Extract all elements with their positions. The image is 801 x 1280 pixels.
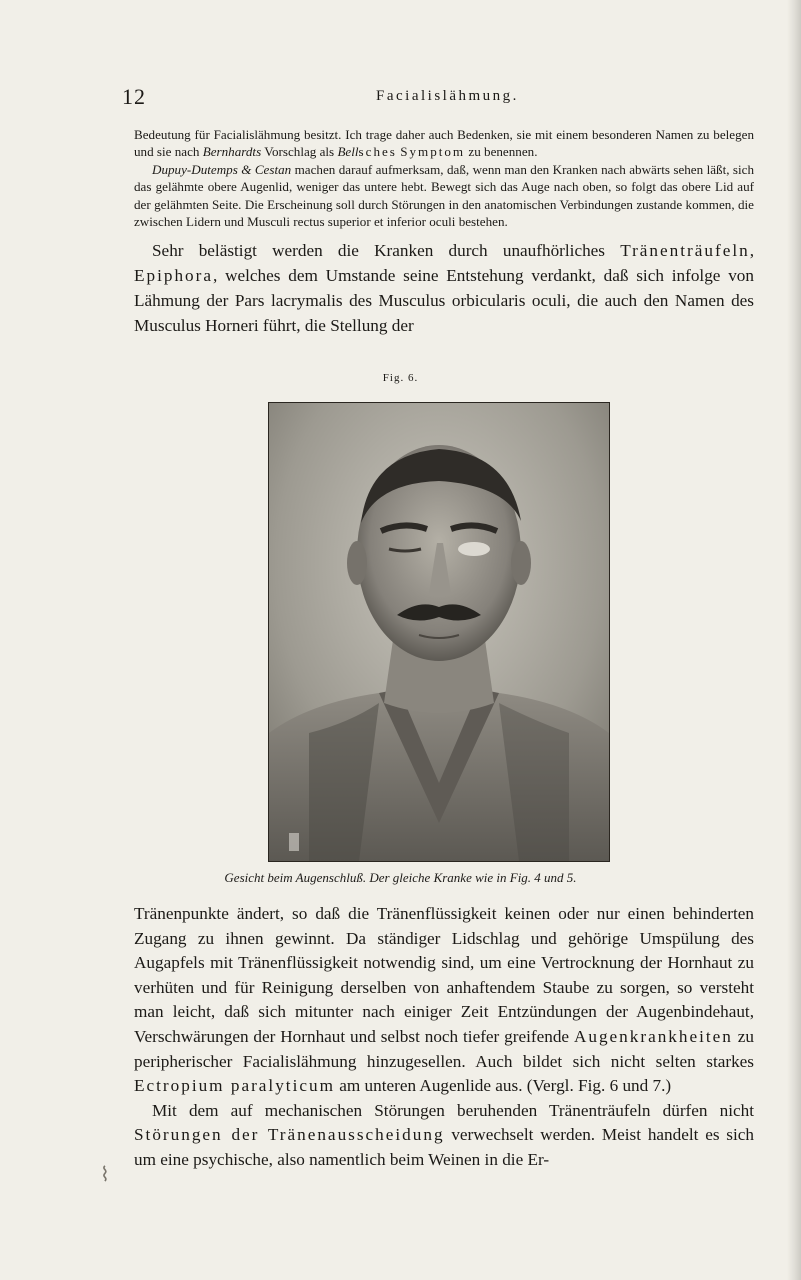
patient-portrait-image: [269, 403, 609, 861]
main-paragraph: [134, 238, 754, 338]
page-number: 12: [122, 84, 146, 109]
lower-text-section: [134, 902, 754, 1173]
body-paragraph-continuation: [134, 902, 754, 1099]
margin-pencil-mark: ⌇: [100, 1164, 110, 1186]
text-run: am unteren Augenlide aus. (Vergl. Fig. 6 und 7.): [334, 1076, 672, 1096]
author-name: Bernhardts: [202, 144, 262, 160]
bell-name: Bell: [337, 144, 359, 160]
figure-photograph: [268, 402, 610, 862]
body-paragraph: [134, 238, 754, 338]
figure-caption: Gesicht beim Augenschluß. Der gleiche Kranke wie in Fig. 4 und 5.: [224, 870, 577, 885]
text-run: , welches dem Umstande seine Entstehung verdankt, daß sich infolge von Lähmung der Pars lacrymalis des Musculus orbicularis oculi, die auch den Namen des Musculus Horneri führt, die Stellung der: [134, 266, 754, 335]
author-names: Dupuy-Dutemps & Cestan: [152, 161, 292, 177]
term-stoerungen: Störungen der Tränenausscheidung: [134, 1125, 445, 1145]
small-paragraph-2: [134, 161, 754, 231]
text-run: zu benennen.: [465, 144, 538, 160]
text-run: ,: [749, 241, 754, 260]
text-run: Sehr belästigt werden die Kranken durch unaufhörliches: [152, 241, 621, 260]
text-run: verwechselt werden. Meist handelt es sich um eine psychische, also namentlich beim Weinen in die Er-: [134, 1125, 754, 1169]
text-run: Mit dem auf mechanischen Störungen beruhenden Tränenträufeln dürfen nicht: [152, 1100, 754, 1120]
text-run: sches: [358, 144, 397, 160]
text-run: machen darauf aufmerksam, daß, wenn man den Kranken nach abwärts sehen läßt, sich das gelähmte obere Augenlid, weniger das untere hebt. Bewegt sich das Auge nach oben, so folgt das obere Lid auf der gelähmten Seite. Die Erscheinung soll durch Störungen in den anatomischen Verbindungen zustande kommen, die zwischen Lidern und Musculi rectus superior et inferior oculi bestehen.: [134, 161, 754, 230]
term-epiphora: Epiphora: [134, 266, 214, 285]
figure-label: Fig. 6.: [382, 372, 419, 384]
small-print-section: [134, 126, 754, 230]
running-head: [122, 84, 751, 112]
text-run: Bedeutung für Facialislähmung besitzt. Ich trage daher auch Bedenken, sie mit einem besonderen Namen zu belegen und sie nach: [134, 127, 754, 160]
body-paragraph: [134, 1099, 754, 1173]
text-run: zu peripherischer Facialislähmung hinzugesellen. Auch bildet sich nicht selten starkes: [134, 1026, 754, 1071]
symptom-term: Symptom: [400, 144, 466, 160]
small-paragraph-1: [134, 126, 754, 161]
term-traenentraeufeln: Tränenträufeln: [620, 241, 750, 260]
text-run: Tränenpunkte ändert, so daß die Tränenflüssigkeit keinen oder nur einen behinderten Zugang zu ihnen gewinnt. Da ständiger Lidschlag und gehörige Umspülung des Augapfels mit Tränenflüssigkeit notwendig sind, um eine Vertrocknung der Hornhaut zu verhüten und für Reinigung derselben von anhaftendem Staube zu sorgen, so versteht man leicht, daß sich mitunter nach einiger Zeit Entzündungen der Augenbindehaut, Verschwärungen der Hornhaut und selbst noch tiefer greifende: [134, 904, 754, 1046]
term-ectropium: Ectropium paralyticum: [134, 1076, 335, 1096]
text-run: Vorschlag als: [261, 144, 338, 160]
running-title: Facialislähmung.: [376, 88, 519, 104]
page-edge-shadow: [787, 0, 801, 1280]
term-augenkrankheiten: Augenkrankheiten: [573, 1026, 733, 1046]
